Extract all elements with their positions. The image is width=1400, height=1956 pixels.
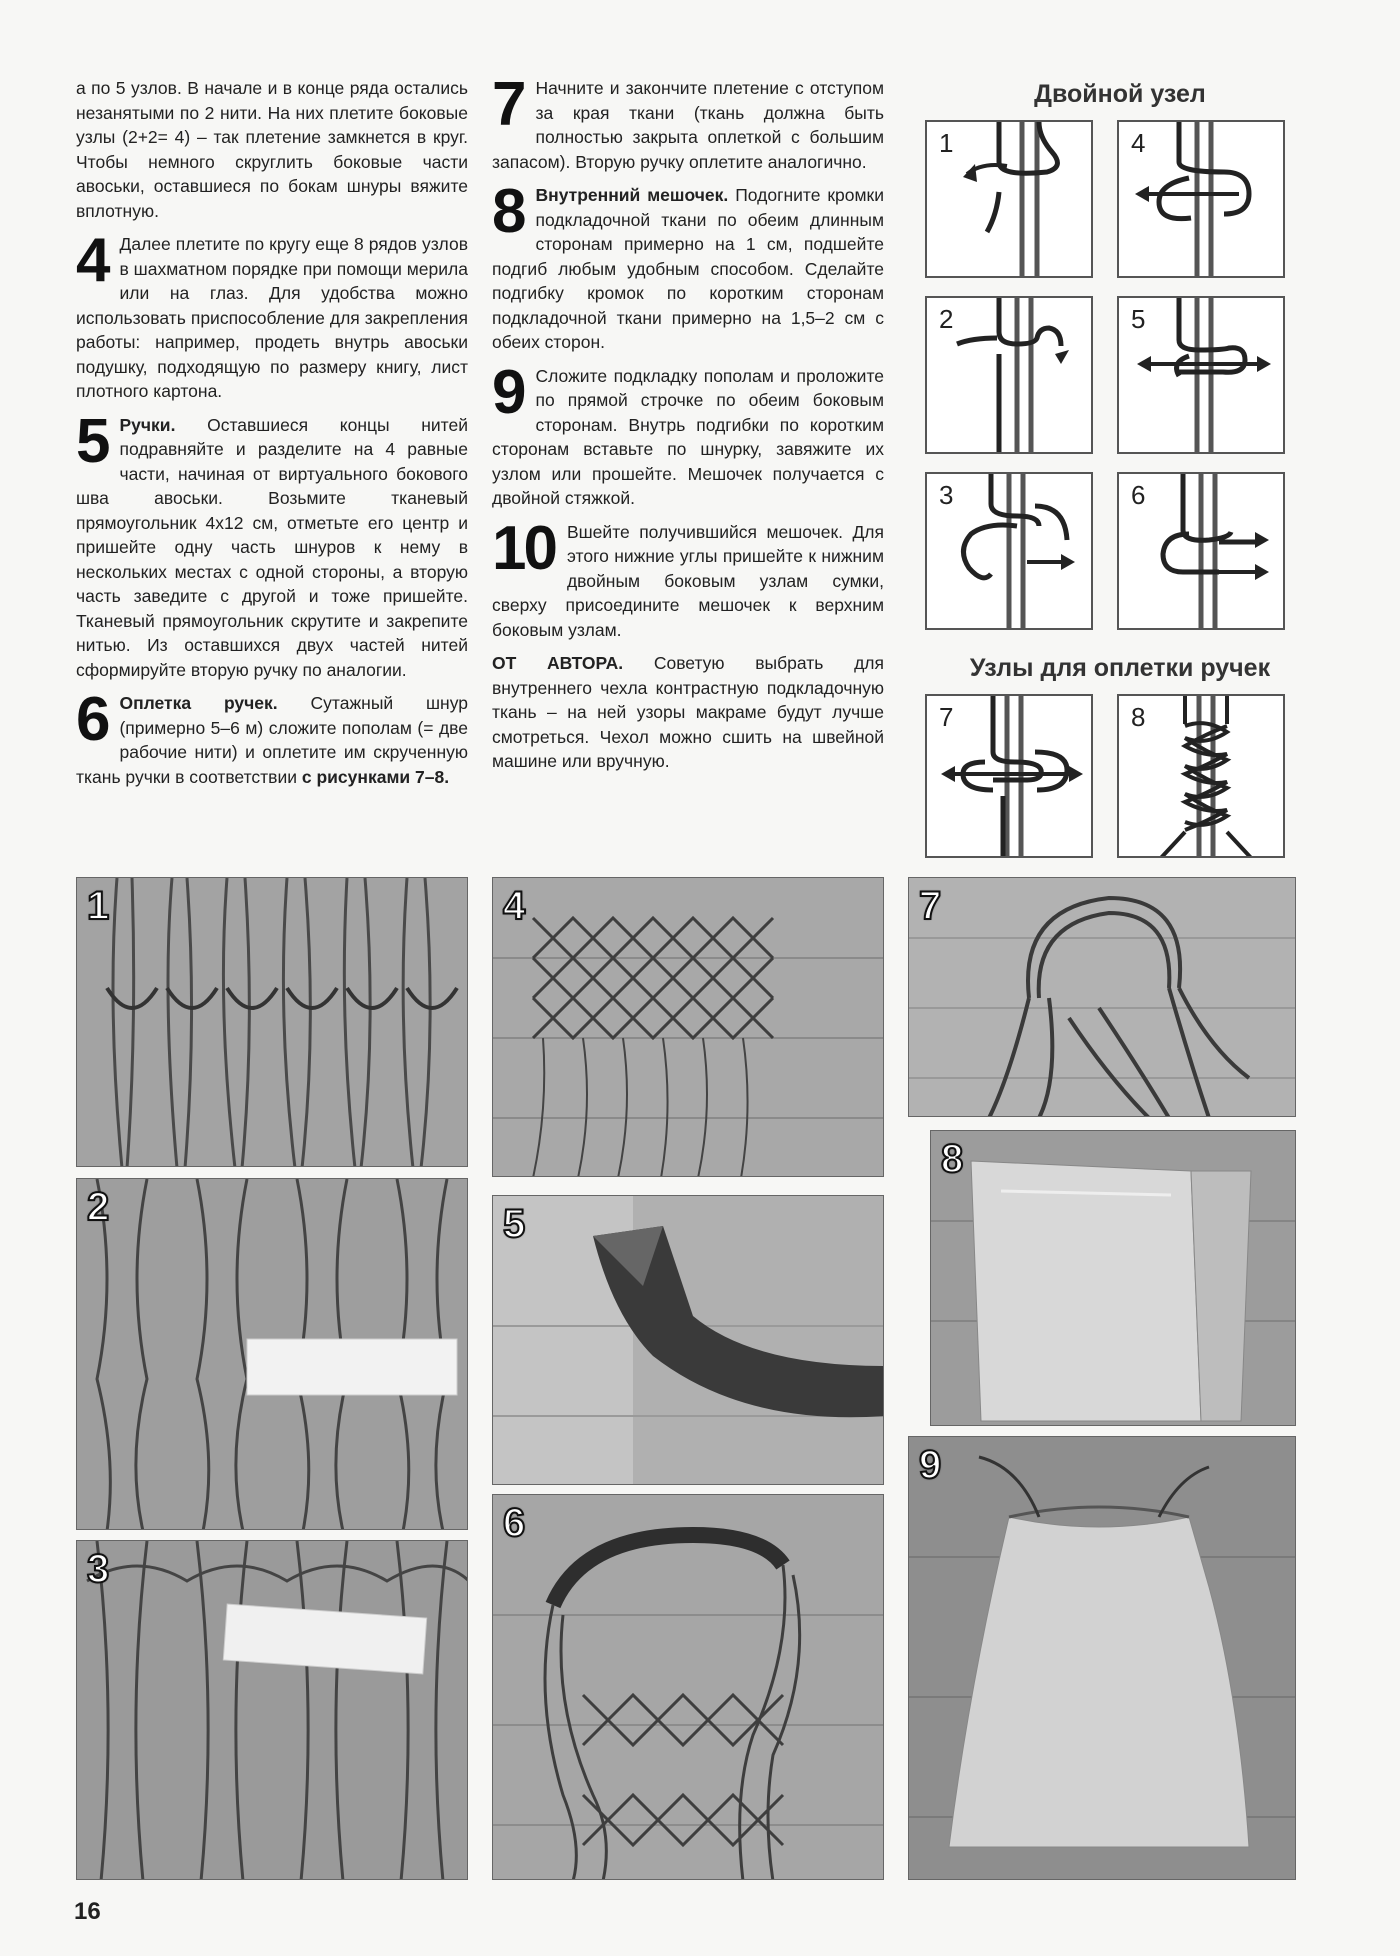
photo-6-drawing [493, 1495, 884, 1880]
diagram-number: 1 [939, 128, 954, 158]
step-number: 5 [76, 406, 108, 476]
diagram-number: 2 [939, 304, 954, 334]
photo-3-drawing [77, 1541, 468, 1880]
step-text: Сутажный шнур (примерно 5–6 м) сложите пополам (= две рабочие нити) и оплетите им скрученную ткань ручки в соответствии [76, 693, 468, 787]
step-text: Оставшиеся концы нитей подравняйте и разделите на 4 равные части, начиная от виртуального бокового шва авоськи. Возьмите тканевый прямоугольник 4х12 см, отметьте его центр и пришейте одну часть шнуров к нему в нескольких местах с одной стороны, а вторую часть заведите с другой и тоже пришейте. Тканевый прямоугольник скрутите и закрепите нитью. Из оставшихся двух частей нитей сформируйте вторую ручку по аналогии. [76, 414, 468, 680]
diagram-number: 4 [1131, 128, 1146, 158]
step-text: Подогните кромки подкладочной ткани по обеим длинным сторонам примерно на 1 см, подшейте подгиб любым удобным способом. Сделайте подгибку кромок по коротким сторонам подкладочной ткани примерно на 1,5–2 см с обеих сторон. [492, 185, 884, 352]
photo-5 [492, 1195, 884, 1485]
diagram-6 [1117, 472, 1285, 630]
photo-1-drawing [77, 878, 468, 1167]
step-title: Оплетка ручек. [119, 693, 278, 713]
step-10 [492, 513, 884, 643]
step-number: 4 [76, 226, 108, 295]
step-title: Ручки. [119, 414, 176, 435]
step-number: 7 [492, 70, 524, 139]
diagram-number: 7 [939, 702, 954, 732]
photo-number: 4 [503, 884, 526, 928]
step-number: 8 [492, 177, 524, 246]
photo-8 [930, 1130, 1296, 1426]
photo-7-drawing [909, 878, 1296, 1117]
photo-3 [76, 1540, 468, 1880]
photo-5-drawing [493, 1196, 884, 1485]
heading-double-knot: Двойной узел [1034, 80, 1206, 108]
figure-reference: с рисунками 7–8. [301, 766, 450, 787]
diagram-3 [925, 472, 1093, 630]
diagram-5 [1117, 296, 1285, 454]
step-number: 10 [492, 513, 555, 583]
diagram-7 [925, 694, 1093, 858]
step-8 [492, 177, 884, 355]
step-6 [76, 685, 468, 789]
diagram-number: 3 [939, 480, 954, 510]
column-1 [76, 76, 468, 798]
diagram-number: 6 [1131, 480, 1146, 510]
photo-number: 9 [919, 1443, 942, 1487]
photo-4 [492, 877, 884, 1177]
diagram-4 [1117, 120, 1285, 278]
heading-handle-knots: Узлы для оплетки ручек [969, 654, 1271, 682]
photo-8-drawing [931, 1131, 1296, 1426]
step-number: 9 [492, 357, 524, 427]
author-label: ОТ АВТОРА. [492, 653, 624, 673]
step-text: Далее плетите по кругу еще 8 рядов узлов в шахматном порядке при помощи мерила или на глаз. Для удобства можно использовать приспособление для закрепления работы: например, продеть внутрь авоськи подушку, подходящую по размеру книгу, лист плотного картона. [76, 234, 468, 401]
photo-number: 1 [87, 884, 110, 928]
step-text: Начните и закончите плетение с отступом за края ткани (ткань должна быть полностью закрыта оплеткой с большим запасом). Вторую ручку оплетите аналогично. [492, 78, 884, 172]
photo-2-drawing [77, 1179, 468, 1530]
step-5 [76, 406, 468, 683]
diagram-8 [1117, 694, 1285, 858]
photo-6 [492, 1494, 884, 1880]
photo-4-drawing [493, 878, 884, 1177]
step-9 [492, 357, 884, 511]
author-text: Советую выбрать для внутреннего чехла контрастную подкладочную ткань – на ней узоры макраме будут лучше смотреться. Чехол можно сшить на швейной машине или вручную. [492, 653, 884, 771]
step-title: Внутренний мешочек. [535, 185, 729, 205]
photo-number: 7 [919, 884, 942, 928]
step-text: Вшейте получившийся мешочек. Для этого нижние углы пришейте к нижним двойным боковым узлам сумки, сверху присоедините мешочек к верхним боковым узлам. [492, 521, 884, 640]
diagram-number: 5 [1131, 304, 1146, 334]
photo-9 [908, 1436, 1296, 1880]
step-7 [492, 70, 884, 174]
column-2 [492, 70, 884, 783]
step-number: 6 [76, 685, 108, 754]
photo-number: 3 [87, 1547, 110, 1591]
page-number: 16 [74, 1898, 101, 1925]
photo-2 [76, 1178, 468, 1530]
photo-9-drawing [909, 1437, 1296, 1880]
step-4 [76, 226, 468, 404]
diagram-2 [925, 296, 1093, 454]
photo-7 [908, 877, 1296, 1117]
photo-1 [76, 877, 468, 1167]
photo-number: 6 [503, 1501, 526, 1545]
photo-number: 2 [87, 1185, 110, 1229]
photo-number: 8 [941, 1137, 964, 1181]
intro-paragraph: а по 5 узлов. В начале и в конце ряда остались незанятыми по 2 нити. На них плетите боковые узлы (2+2= 4) – так плетение замкнется в круг. Чтобы немного скруглить боковые части авоськи, оставшиеся по бокам шнуры вяжите вплотную. [76, 78, 468, 221]
photo-number: 5 [503, 1202, 526, 1246]
diagram-number: 8 [1131, 702, 1146, 732]
author-note [492, 651, 884, 774]
step-text: Сложите подкладку пополам и проложите по прямой строчке по обеим боковым сторонам. Внутрь подгибки по коротким сторонам вставьте по шнурку, завяжите их узлом или прошейте. Мешочек получается с двойной стяжкой. [492, 365, 884, 508]
diagram-1 [925, 120, 1093, 278]
